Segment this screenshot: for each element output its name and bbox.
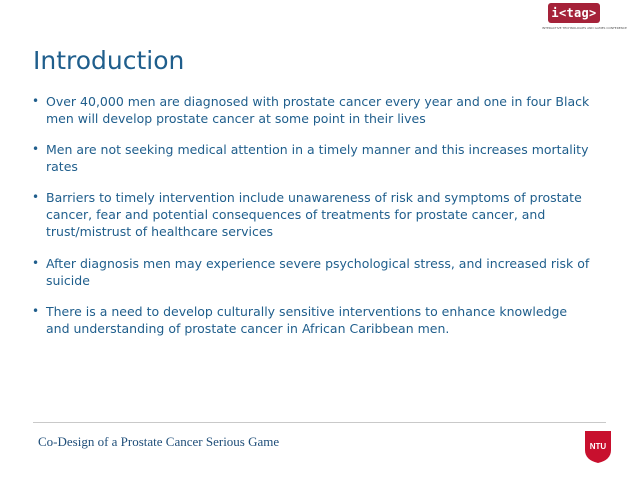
itag-logo bbox=[540, 3, 632, 33]
list-item bbox=[30, 189, 590, 240]
slide-title: Introduction bbox=[33, 46, 185, 75]
bullet-text: There is a need to develop culturally sensitive interventions to enhance knowledge and understanding of prostate cancer in African Caribbean men. bbox=[46, 304, 568, 336]
bullet-icon: • bbox=[32, 304, 40, 318]
list-item bbox=[30, 141, 590, 175]
list-item bbox=[30, 93, 590, 127]
bullet-text: After diagnosis men may experience severe psychological stress, and increased risk of suicide bbox=[46, 256, 590, 288]
bullet-text: Barriers to timely intervention include unawareness of risk and symptoms of prostate cancer, fear and potential consequences of treatments for prostate cancer, and trust/mistrust of healthcare services bbox=[46, 190, 582, 239]
list-item bbox=[30, 303, 590, 337]
itag-logo-tagline: INTERACTIVE TECHNOLOGIES AND GAMES CONFERENCE bbox=[542, 26, 627, 30]
ntu-logo-text: NTU bbox=[589, 442, 607, 451]
itag-logo-badge: i<tag> bbox=[548, 3, 600, 23]
list-item bbox=[30, 255, 590, 289]
bullet-icon: • bbox=[32, 142, 40, 156]
footer-text: Co-Design of a Prostate Cancer Serious Game bbox=[38, 434, 280, 449]
bullet-icon: • bbox=[32, 94, 40, 108]
bullet-icon: • bbox=[32, 190, 40, 204]
ntu-shield-logo bbox=[584, 430, 612, 464]
footer-divider bbox=[33, 422, 606, 423]
bullet-text: Over 40,000 men are diagnosed with prostate cancer every year and one in four Black men will develop prostate cancer at some point in their lives bbox=[46, 94, 590, 126]
bullet-text: Men are not seeking medical attention in a timely manner and this increases mortality rates bbox=[46, 142, 589, 174]
bullet-icon: • bbox=[32, 256, 40, 270]
